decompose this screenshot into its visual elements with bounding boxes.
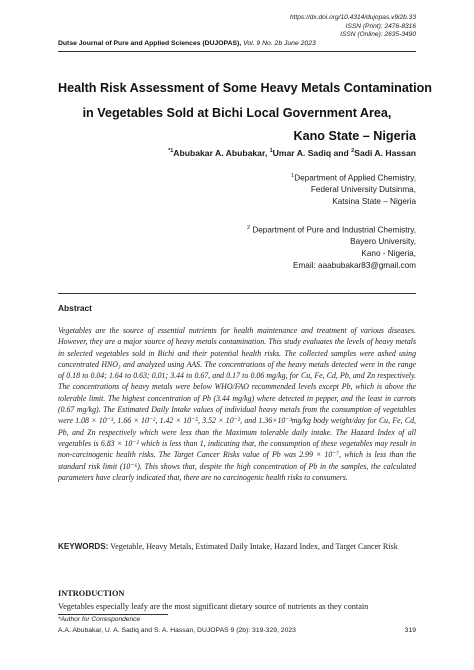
citation-footer: A.A. Abubakar, U. A. Sadiq and S. A. Hassan, DUJOPAS 9 (2b): 319-329, 2023 [58, 627, 296, 634]
page-number: 319 [404, 627, 416, 634]
paper-title-line-3: Kano State – Nigeria [293, 129, 416, 143]
author-2: Umar A. Sadiq and [272, 148, 352, 158]
affiliation-2-marker: 2 [246, 225, 251, 231]
abstract-heading: Abstract [58, 303, 92, 313]
journal-header [58, 40, 316, 47]
keywords-list: Vegetable, Heavy Metals, Estimated Daily Intake, Hazard Index, and Target Cancer Risk [108, 542, 398, 551]
author-3: Sadi A. Hassan [354, 148, 416, 158]
keywords [58, 541, 416, 553]
affiliation-2 [247, 223, 416, 271]
issn-online: ISSN (Online): 2635-3490 [340, 31, 416, 39]
header-divider [58, 51, 416, 52]
affiliation-1-department: Department of Applied Chemistry, [294, 173, 416, 183]
author-1-marker: *1 [168, 148, 174, 155]
introduction-heading: INTRODUCTION [58, 589, 125, 598]
issn-print: ISSN (Print): 2476-8316 [345, 22, 416, 30]
abstract-top-rule [58, 293, 416, 294]
author-3-marker: 2 [351, 148, 355, 155]
corresponding-email[interactable]: Email: aaabubakar83@gmail.com [293, 260, 416, 270]
affiliation-2-institution: Bayero University, [350, 237, 416, 247]
author-2-marker: 1 [269, 148, 273, 155]
keywords-label: KEYWORDS: [58, 542, 109, 551]
abstract-body: Vegetables are the source of essential nutrients for health maintenance and treatment of various diseases. However, they are a major source of heavy metals contamination. This study evaluates the levels of heavy metals in selected vegetables sold in Bichi and their potential health risks. The collected samples were ashed using concentrated HNO₃ and analyzed using AAS. The concentrations of the heavy metals detected were in the range of 0.18 to 0.04; 1.64 to 0.63; 0.01; 3.44 to 0.67, and 0.17 to 0.06 mg/kg, for Cu, Fe, Cd, Pb, and Zn respectively. The concentrations of heavy metals were below WHO/FAO recommended levels except Pb, which is above the tolerable limit. The highest concentration of Pb (3.44 mg/kg) where detected in pepper, and the least in carrots (0.67 mg/kg). The Estimated Daily Intake values of individual heavy metals from the consumption of vegetables were 1.08 × 10⁻³, 1.66 × 10⁻², 1.42 × 10⁻⁵, 3.52 × 10⁻², and 1.36×10⁻³mg/kg body weight/day for Cu, Fe, Cd, Pb, and Zn respectively which were less than the Maximum tolerable daily intake. The Hazard Index of all vegetables is 6.83 × 10⁻² which is less than 1, indicating that, the consumption of these vegetables may result in non-carcinogenic health risks. The Target Cancer Risks value of Pb was 2.99 × 10⁻⁷, which is less than the standard risk limit (10⁻⁶). This shows that, despite the high concentration of Pb in the samples, the calculated parameters have clearly indicated that, there are no carcinogenic health risks to consumers. [58, 326, 416, 482]
author-list [168, 148, 416, 158]
affiliation-2-department: Department of Pure and Industrial Chemistry, [250, 225, 416, 235]
paper-title-line-1: Health Risk Assessment of Some Heavy Metals Contamination [58, 81, 432, 95]
journal-name: Dutse Journal of Pure and Applied Sciences (DUJOPAS), [58, 40, 242, 47]
journal-issue: Vol. 9 No. 2b June 2023 [243, 40, 316, 47]
affiliation-1 [291, 171, 416, 208]
footnote-divider [58, 614, 168, 615]
introduction-first-line: Vegetables especially leafy are the most significant dietary source of nutrients as they contain [58, 602, 369, 611]
author-1: Abubakar A. Abubakar, [173, 148, 270, 158]
doi-link[interactable]: https://dx.doi.org/10.4314/dujopas.v9i2b.33 [289, 14, 416, 21]
paper-title-line-2: in Vegetables Sold at Bichi Local Government Area, [82, 106, 392, 120]
affiliation-1-location: Katsina State – Nigeria [332, 196, 416, 206]
affiliation-2-location: Kano - Nigeria, [361, 248, 416, 258]
doi-block [290, 14, 416, 40]
affiliation-1-institution: Federal University Dutsinma, [310, 185, 416, 195]
correspondence-footnote: *Author for Correspondence [58, 616, 141, 623]
affiliation-1-marker: 1 [291, 173, 295, 179]
